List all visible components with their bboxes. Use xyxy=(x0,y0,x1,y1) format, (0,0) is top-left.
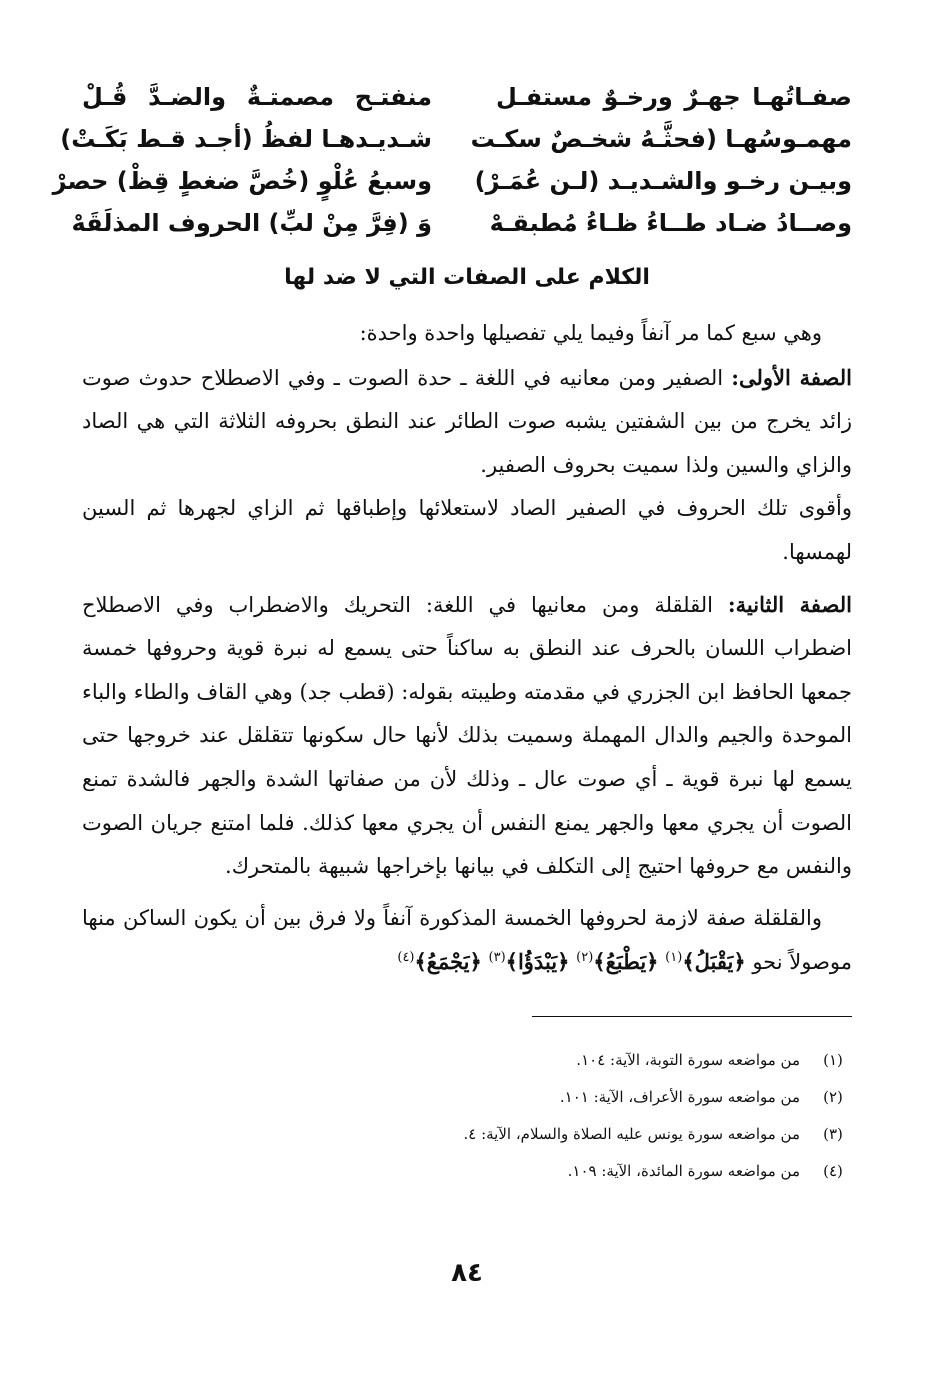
poem-line-2-left: شـديـدهـا لفظُ (أجـد قـط بَكَـتْ) xyxy=(60,125,432,153)
footnote-divider xyxy=(532,1016,852,1017)
footnote-text: من مواضعه سورة التوبة، الآية: ١٠٤. xyxy=(576,1051,800,1069)
footnote-ref-2[interactable]: (٢) xyxy=(576,950,594,966)
poem-line-2-right: مهمـوسُهـا (فحثَّـهُ شخـصٌ سكـت xyxy=(470,125,852,153)
page-number: ٨٤ xyxy=(451,1258,483,1288)
footnote-ref-3[interactable]: (٣) xyxy=(488,950,506,966)
poem-line-3-right: وبيـن رخـو والشـديـد (لـن عُمَـرْ) xyxy=(474,167,852,195)
footnote-item xyxy=(82,1116,852,1153)
quran-word-1: ﴿يَقْبَلُ﴾ xyxy=(682,949,746,975)
book-page xyxy=(52,70,853,1360)
quran-word-3: ﴿يَبْدَؤُا﴾ xyxy=(505,949,570,975)
footnote-text: من مواضعه سورة يونس عليه الصلاة والسلام، الآية: ٤. xyxy=(463,1125,800,1143)
poem-line-3-left: وسبعُ عُلْوٍ (خُصَّ ضغطٍ قِظْ) حصرْ xyxy=(52,167,432,195)
first-attribute-label: الصفة الأولى: xyxy=(731,364,853,390)
body-text xyxy=(82,312,852,985)
footnote-ref-1[interactable]: (١) xyxy=(665,950,683,966)
qalqala-paragraph xyxy=(82,897,852,985)
footnote-number: (١) xyxy=(823,1051,843,1069)
quran-word-4: ﴿يَجْمَعُ﴾ xyxy=(414,949,482,975)
qalqala-text: والقلقلة صفة لازمة لحروفها الخمسة المذكورة آنفاً ولا فرق بين أن يكون الساكن منها موصولاً نحو xyxy=(82,905,852,975)
second-attribute-label: الصفة الثانية: xyxy=(727,591,852,617)
footnote-ref-4[interactable]: (٤) xyxy=(397,950,415,966)
second-attribute-paragraph xyxy=(82,583,852,889)
first-attribute-paragraph xyxy=(82,356,852,488)
footnote-number: (٣) xyxy=(823,1125,843,1143)
footnotes xyxy=(82,1042,852,1190)
poem-line-4-left: وَ (فِرَّ مِنْ لبِّ) الحروف المذلَقَهْ xyxy=(71,209,432,237)
poem-block xyxy=(52,70,852,240)
poem-line-4-right: وصــادُ ضـاد طــاءُ ظـاءُ مُطبقـهْ xyxy=(489,209,852,237)
footnote-text: من مواضعه سورة المائدة، الآية: ١٠٩. xyxy=(567,1162,800,1180)
footnote-number: (٢) xyxy=(823,1088,843,1106)
quran-word-2: ﴿يَطْبَعُ﴾ xyxy=(593,949,659,975)
footnote-item xyxy=(82,1079,852,1116)
footnote-item xyxy=(82,1042,852,1079)
second-attribute-text: القلقلة ومن معانيها في اللغة: التحريك والاضطراب وفي الاصطلاح اضطراب اللسان بالحرف عند النطق به ساكناً حتى يسمع له نبرة قوية وحروفها خمسة جمعها الحافظ ابن الجزري في مقدمته وطيبته بقوله: (قطب جد) وهي القاف والطاء والباء الموحدة والجيم والدال المهملة وسميت بذلك لأنها حال سكونها تتقلقل عند خروجها حتى يسمع لها نبرة قوية ـ أي صوت عال ـ وذلك لأن من صفاتها الشدة والجهر فالشدة تمنع الصوت أن يجري معها والجهر يمنع النفس أن يجري معها كذلك. فلما امتنع جريان الصوت والنفس مع حروفها احتيج إلى التكلف في بيانها بإخراجها شبيهة بالمتحرك. xyxy=(82,592,852,879)
footnote-item xyxy=(82,1153,852,1190)
intro-paragraph: وهي سبع كما مر آنفاً وفيما يلي تفصيلها واحدة واحدة: xyxy=(359,321,822,345)
footnote-number: (٤) xyxy=(823,1162,843,1180)
footnote-text: من مواضعه سورة الأعراف، الآية: ١٠١. xyxy=(559,1088,800,1106)
first-attribute-extra: وأقوى تلك الحروف في الصفير الصاد لاستعلائها وإطباقها ثم الزاي لجهرها ثم السين لهمسها. xyxy=(82,496,852,564)
first-attribute-text: الصفير ومن معانيه في اللغة ـ حدة الصوت ـ وفي الاصطلاح حدوث صوت زائد يخرج من بين الشفتين يشبه صوت الطائر عند النطق بحروفه الثلاثة التي هي الصاد والزاي والسين ولذا سميت بحروف الصفير. xyxy=(82,365,852,477)
section-title: الكلام على الصفات التي لا ضد لها xyxy=(284,265,650,290)
poem-line-1-right: صفـاتُهـا جهـرٌ ورخـوٌ مستفـل xyxy=(496,83,852,111)
poem-line-1-left: منفتـح مصمتـةٌ والضـدَّ قُـلْ xyxy=(82,83,432,111)
